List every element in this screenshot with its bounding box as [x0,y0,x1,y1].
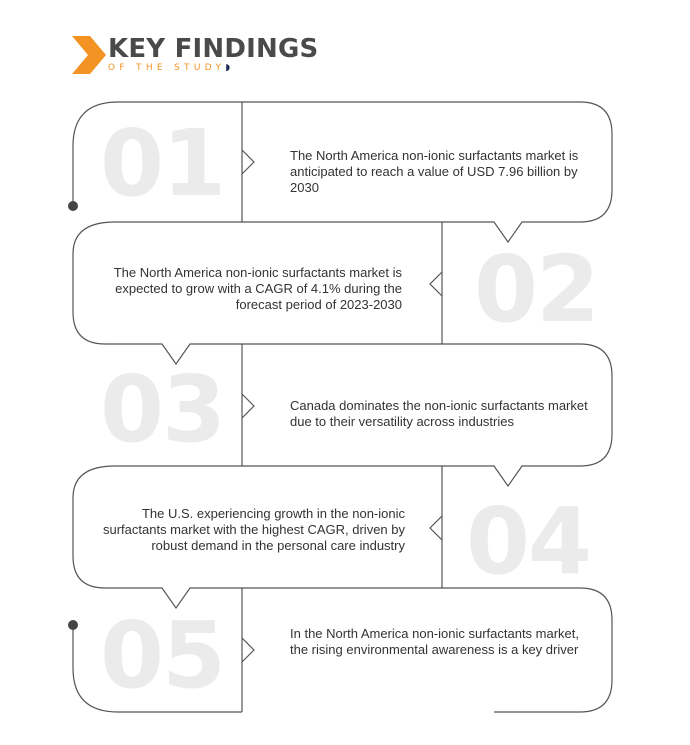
finding-number-3: 03 [100,356,225,463]
finding-number-1: 01 [100,110,225,217]
finding-text-3: Canada dominates the non-ionic surfactants market due to their versatility across industries [290,398,588,429]
timeline-end-dot [68,620,78,630]
divider-notch-1 [242,150,254,174]
divider-notch-2 [430,272,442,296]
finding-text-4: The U.S. experiencing growth in the non-ionic surfactants market with the highest CAGR, driven by robust demand in the personal care industry [102,506,405,553]
page-subtitle-text: OF THE STUDY [108,63,226,73]
finding-number-2: 02 [474,236,599,343]
divider-notch-5 [242,638,254,662]
page-subtitle [108,64,234,73]
finding-text-1: The North America non-ionic surfactants market is anticipated to reach a value of USD 7.96 billion by 2030 [290,148,579,195]
timeline-start-dot [68,201,78,211]
divider-notch-4 [430,516,442,540]
finding-number-5: 05 [100,602,225,709]
finding-text-5: In the North America non-ionic surfactants market, the rising environmental awareness is a key driver [290,626,580,657]
chevron-right-icon [72,36,106,74]
divider-notch-3 [242,394,254,418]
finding-text-2: The North America non-ionic surfactants market is expected to grow with a CAGR of 4.1% during the forecast period of 2023-2030 [113,265,402,312]
page-title: KEY FINDINGS [108,34,319,64]
finding-number-4: 04 [466,488,591,595]
crescent-icon: ◗ [225,63,235,73]
